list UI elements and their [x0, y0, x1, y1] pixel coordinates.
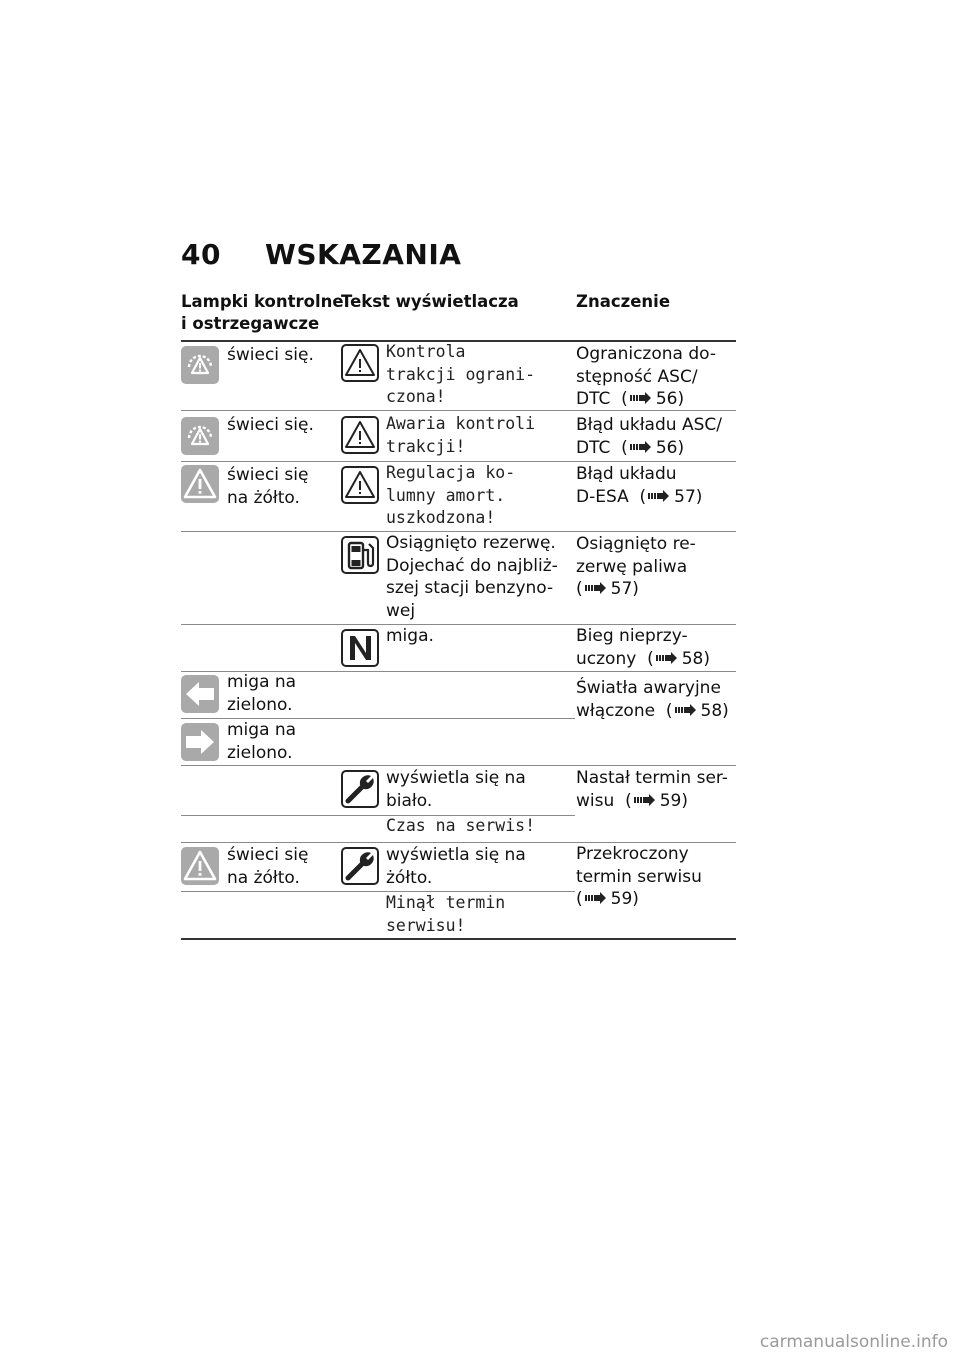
watermark: carmanualsonline.info: [759, 1332, 948, 1352]
reference-arrow-icon: [630, 441, 652, 453]
wrench-icon: [341, 847, 379, 885]
neutral-n-icon: [341, 629, 379, 667]
display-text: wyświetla się na biało.: [386, 768, 526, 811]
display-text: Kontrola trakcji ograni- czona!: [386, 342, 536, 406]
warning-triangle-icon: [341, 466, 379, 504]
col-header-lamps: Lampki kontrolne i ostrzegawcze: [181, 292, 344, 333]
fuel-pump-icon: [341, 536, 379, 574]
display-text: Osiągnięto rezerwę. Dojechać do najbliż- szej stacji benzyno- wej: [386, 533, 558, 621]
row-divider: [181, 410, 736, 411]
row-divider: [181, 891, 575, 892]
display-text: Awaria kontroli trakcji!: [386, 414, 536, 456]
page-header: [181, 238, 461, 271]
turn-right-arrow-icon: [181, 723, 219, 761]
meaning-text: Osiągnięto re- zerwę paliwa ( 57): [576, 534, 696, 599]
meaning-text: Bieg nieprzy- uczony ( 58): [576, 626, 710, 669]
reference-arrow-icon: [648, 490, 670, 502]
warning-triangle-icon: [341, 416, 379, 454]
reference-arrow-icon: [585, 892, 607, 904]
lamp-status: świeci się.: [227, 415, 314, 435]
lamp-status: miga na zielono.: [227, 672, 297, 715]
reference-arrow-icon: [630, 392, 652, 404]
display-text: wyświetla się na żółto.: [386, 845, 526, 888]
reference-arrow-icon: [585, 582, 607, 594]
lamp-status: miga na zielono.: [227, 720, 297, 763]
display-text: Czas na serwis!: [386, 816, 536, 835]
meaning-text: Światła awaryjne włączone ( 58): [576, 678, 729, 721]
display-text: miga.: [386, 626, 434, 646]
display-text: Minął termin serwisu!: [386, 893, 506, 935]
reference-arrow-icon: [634, 794, 656, 806]
reference-arrow-icon: [656, 652, 678, 664]
lamp-status: świeci się.: [227, 345, 314, 365]
display-text: Regulacja ko- lumny amort. uszkodzona!: [386, 463, 516, 527]
meaning-text: Nastał termin ser- wisu ( 59): [576, 768, 728, 811]
col-header-meaning: Znaczenie: [576, 292, 671, 311]
asc-warning-icon: [181, 346, 219, 384]
table-bottom-rule: [181, 938, 736, 940]
lamp-status: świeci się na żółto.: [227, 465, 309, 508]
turn-left-arrow-icon: [181, 675, 219, 713]
page-number: 40: [181, 238, 221, 271]
row-divider: [181, 765, 736, 766]
meaning-text: Błąd układu D-ESA ( 57): [576, 464, 703, 507]
warning-triangle-icon: [181, 847, 219, 885]
meaning-text: Ograniczona do- stępność ASC/ DTC ( 56): [576, 344, 716, 409]
asc-warning-icon: [181, 417, 219, 455]
meaning-text: Błąd układu ASC/ DTC ( 56): [576, 415, 722, 458]
warning-triangle-icon: [341, 344, 379, 382]
meaning-text: Przekroczony termin serwisu ( 59): [576, 844, 702, 909]
col-header-display-text: Tekst wyświetlacza: [341, 292, 519, 311]
reference-arrow-icon: [675, 704, 697, 716]
wrench-icon: [341, 770, 379, 808]
lamp-status: świeci się na żółto.: [227, 845, 309, 888]
page-title: WSKAZANIA: [265, 238, 462, 271]
warning-triangle-icon: [181, 465, 219, 503]
